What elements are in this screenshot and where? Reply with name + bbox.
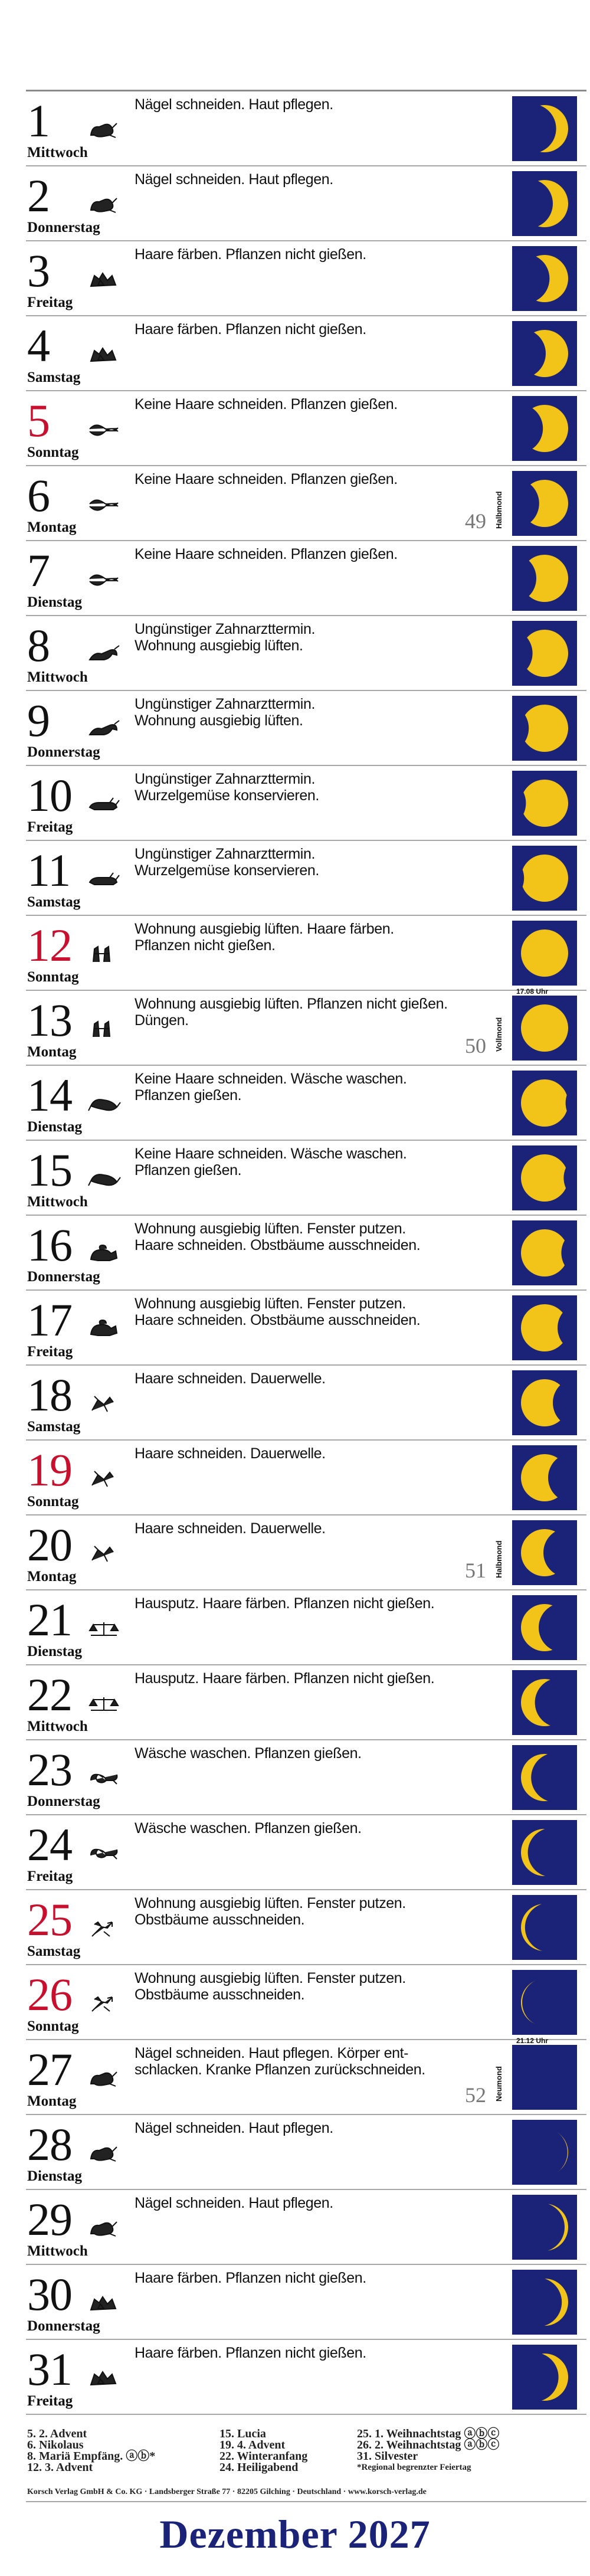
day-advice-text: Nägel schneiden. Haut pflegen. [135,2120,333,2136]
weekday-label: Dienstag [27,594,83,610]
day-advice-text: Haare färben. Pflanzen nicht gießen. [135,321,366,338]
weekday-label: Samstag [27,894,81,910]
publisher-line: Korsch Verlag GmbH & Co. KG · Landsberger Straße 77 · 82205 Gilching · Deutschland · www.korsch-verlag.de [27,2487,427,2496]
moon-phase-icon [512,471,577,536]
weekday-label: Donnerstag [27,1793,100,1809]
day-advice-text: Nägel schneiden. Haut pflegen. [135,96,333,113]
day-number: 21 [27,1594,72,1645]
day-advice-text: Wohnung ausgiebig lüften. Fenster putzen. Haare schneiden. Obstbäume ausschneiden. [135,1220,421,1253]
day-advice-text: Wohnung ausgiebig lüften. Fenster putzen. Obstbäume ausschneiden. [135,1970,406,2003]
day-number: 4 [27,320,50,371]
moon-phase-icon [512,2270,577,2335]
day-row [0,766,590,841]
moon-phase-icon [512,921,577,986]
day-advice-text: Wohnung ausgiebig lüften. Fenster putzen. Haare schneiden. Obstbäume ausschneiden. [135,1295,421,1328]
day-row [0,2265,590,2340]
moon-phase-icon [512,1820,577,1885]
weekday-label: Dienstag [27,1644,83,1659]
day-row [0,1516,590,1590]
day-row [0,166,590,241]
day-row [0,466,590,541]
moon-phase-icon [512,996,577,1060]
holiday-entry: 31. Silvester [357,2450,418,2463]
moon-box [512,471,577,536]
day-number: 9 [27,695,50,746]
day-number: 7 [27,545,50,596]
day-number: 22 [27,1669,72,1720]
weekday-label: Sonntag [27,2018,79,2034]
day-number: 8 [27,620,50,671]
capricorn-icon [86,2066,122,2090]
gemini-icon [86,1017,122,1040]
moon-box [512,2345,577,2410]
holiday-column-2 [219,2428,307,2473]
weekday-label: Donnerstag [27,1269,100,1285]
moon-box [512,1145,577,1210]
moon-phase-name: Halbmond [494,491,503,529]
weekday-label: Montag [27,1044,77,1060]
moon-box [512,1970,577,2035]
weekday-label: Sonntag [27,444,79,460]
weekday-label: Mittwoch [27,1194,88,1210]
moon-phase-icon [512,1895,577,1960]
day-row [0,2190,590,2265]
moon-phase-icon [512,2345,577,2410]
day-number: 28 [27,2119,72,2170]
day-number: 6 [27,470,50,521]
cancer-icon [86,1167,122,1190]
day-advice-text: Haare schneiden. Dauerwelle. [135,1520,326,1537]
sagittarius-icon [86,1916,122,1940]
month-title: Dezember 2027 [159,2512,431,2557]
holiday-entry: 22. Winteranfang [219,2450,308,2463]
holiday-column-1 [27,2428,155,2473]
moon-box [512,246,577,311]
moon-phase-icon [512,246,577,311]
day-advice-text: Nägel schneiden. Haut pflegen. Körper ent- schlacken. Kranke Pflanzen zurückschneiden. [135,2045,425,2078]
aquarius-icon [86,2366,122,2390]
moon-box [512,321,577,386]
moon-phase-icon [512,696,577,761]
moon-box [512,996,577,1060]
day-row [0,316,590,391]
day-number: 11 [27,845,71,896]
moon-box [512,2045,577,2110]
virgo-icon [86,1467,122,1490]
leo-icon [86,1317,122,1340]
holiday-entry: 15. Lucia [219,2427,266,2440]
day-advice-text: Ungünstiger Zahnarzttermin. Wurzelgemüse konservieren. [135,771,319,804]
day-advice-text: Hausputz. Haare färben. Pflanzen nicht gießen. [135,1670,435,1687]
day-row [0,987,590,1066]
moon-phase-time: 17.08 Uhr [516,987,549,996]
day-number: 26 [27,1969,72,2020]
day-advice-text: Ungünstiger Zahnarzttermin. Wohnung ausgiebig lüften. [135,696,316,729]
day-advice-text: Keine Haare schneiden. Wäsche waschen. Pflanzen gießen. [135,1145,407,1179]
day-number: 20 [27,1519,72,1570]
day-number: 12 [27,919,72,971]
day-row [0,1291,590,1366]
weekday-label: Freitag [27,1868,73,1884]
day-row [0,1890,590,1965]
moon-phase-icon [512,771,577,836]
day-row [0,691,590,766]
day-row [0,241,590,316]
holiday-entry: 24. Heiligabend [219,2461,299,2474]
weekday-label: Sonntag [27,1494,79,1510]
moon-phase-icon [512,1970,577,2035]
pisces-icon [86,417,122,441]
day-advice-text: Wäsche waschen. Pflanzen gießen. [135,1820,362,1837]
moon-phase-label [494,484,509,536]
moon-phase-icon [512,1220,577,1285]
day-number: 15 [27,1144,72,1196]
weekday-label: Donnerstag [27,744,100,760]
moon-phase-icon [512,1145,577,1210]
holiday-entry: 5. 2. Advent [27,2427,87,2440]
moon-phase-icon [512,321,577,386]
holiday-entry: 8. Mariä Empfäng. ⓐⓑ* [27,2450,156,2463]
day-row [0,1441,590,1516]
holiday-column-3 [357,2428,499,2473]
virgo-icon [86,1541,122,1565]
virgo-icon [86,1392,122,1415]
moon-phase-icon [512,96,577,161]
weekday-label: Freitag [27,294,73,310]
weekday-label: Freitag [27,1344,73,1360]
day-advice-text: Hausputz. Haare färben. Pflanzen nicht gießen. [135,1595,435,1612]
moon-phase-icon [512,1445,577,1510]
moon-phase-icon [512,1370,577,1435]
moon-phase-icon [512,1295,577,1360]
day-number: 3 [27,245,50,296]
moon-phase-icon [512,396,577,461]
pisces-icon [86,567,122,591]
moon-phase-label [494,2058,509,2110]
holiday-entry: 12. 3. Advent [27,2461,93,2474]
day-advice-text: Nägel schneiden. Haut pflegen. [135,2195,333,2211]
moon-phase-icon [512,2120,577,2185]
day-advice-text: Haare färben. Pflanzen nicht gießen. [135,2345,366,2361]
weekday-label: Montag [27,1569,77,1585]
day-row [0,841,590,916]
day-advice-text: Haare färben. Pflanzen nicht gießen. [135,246,366,263]
day-number: 31 [27,2343,72,2395]
scorpio-icon [86,1766,122,1790]
day-number: 5 [27,395,50,446]
day-number: 19 [27,1444,72,1495]
day-row [0,91,590,166]
day-row [0,1590,590,1665]
moon-phase-icon [512,1520,577,1585]
sagittarius-icon [86,1991,122,2015]
day-number: 13 [27,994,72,1046]
weekday-label: Donnerstag [27,2318,100,2334]
weekday-label: Mittwoch [27,669,88,685]
moon-phase-icon [512,2195,577,2260]
moon-phase-icon [512,1071,577,1135]
day-advice-text: Keine Haare schneiden. Pflanzen gießen. [135,546,398,562]
day-number: 25 [27,1894,72,1945]
taurus-icon [86,792,122,816]
day-number: 18 [27,1369,72,1420]
day-row [0,2340,590,2415]
day-advice-text: Haare schneiden. Dauerwelle. [135,1445,326,1462]
day-row [0,1815,590,1890]
moon-box [512,1670,577,1735]
day-number: 23 [27,1744,72,1795]
moon-box [512,546,577,611]
capricorn-icon [86,117,122,141]
moon-box [512,2120,577,2185]
day-advice-text: Keine Haare schneiden. Pflanzen gießen. [135,396,398,413]
day-row [0,916,590,991]
libra-icon [86,1616,122,1640]
moon-phase-icon [512,171,577,236]
capricorn-icon [86,2216,122,2240]
day-row [0,2037,590,2115]
day-advice-text: Ungünstiger Zahnarzttermin. Wurzelgemüse konservieren. [135,846,319,879]
day-number: 30 [27,2269,72,2320]
day-number: 27 [27,2044,72,2095]
footer-divider [26,2501,586,2502]
day-advice-text: Wohnung ausgiebig lüften. Haare färben. Pflanzen nicht gießen. [135,921,394,954]
aries-icon [86,717,122,741]
moon-phase-time: 21.12 Uhr [516,2037,549,2045]
weekday-label: Freitag [27,819,73,835]
moon-box [512,621,577,686]
weekday-label: Dienstag [27,1119,83,1135]
day-row [0,391,590,466]
aries-icon [86,642,122,666]
day-number: 29 [27,2194,72,2245]
moon-box [512,1745,577,1810]
moon-box [512,1895,577,1960]
day-number: 16 [27,1219,72,1271]
moon-box [512,1520,577,1585]
weekday-label: Mittwoch [27,2243,88,2259]
day-advice-text: Ungünstiger Zahnarzttermin. Wohnung ausgiebig lüften. [135,621,316,654]
day-advice-text: Wäsche waschen. Pflanzen gießen. [135,1745,362,1762]
moon-box [512,2195,577,2260]
aquarius-icon [86,2291,122,2315]
moon-box [512,1071,577,1135]
day-advice-text: Wohnung ausgiebig lüften. Fenster putzen. Obstbäume ausschneiden. [135,1895,406,1928]
day-number: 1 [27,95,50,146]
moon-box [512,1295,577,1360]
moon-phase-label [494,1533,509,1585]
day-row [0,616,590,691]
capricorn-icon [86,192,122,216]
moon-box [512,696,577,761]
day-number: 2 [27,170,50,221]
moon-phase-icon [512,1595,577,1660]
moon-phase-icon [512,846,577,911]
day-row [0,1965,590,2040]
weekday-label: Sonntag [27,969,79,985]
day-number: 14 [27,1069,72,1121]
moon-phase-name: Neumond [494,2066,503,2102]
weekday-label: Montag [27,519,77,535]
holiday-entry: 19. 4. Advent [219,2438,286,2451]
weekday-label: Donnerstag [27,220,100,235]
week-number: 52 [465,2083,486,2107]
capricorn-icon [86,2141,122,2165]
taurus-icon [86,867,122,891]
moon-phase-icon [512,621,577,686]
moon-box [512,846,577,911]
day-row [0,541,590,616]
day-row [0,1141,590,1216]
day-row [0,1366,590,1441]
day-row [0,2115,590,2190]
pisces-icon [86,492,122,516]
weekday-label: Montag [27,2093,77,2109]
moon-phase-icon [512,546,577,611]
weekday-label: Freitag [27,2393,73,2409]
libra-icon [86,1691,122,1715]
moon-phase-icon [512,1745,577,1810]
day-row [0,1216,590,1291]
moon-phase-label [494,1009,509,1060]
holiday-footnote: *Regional begrenzter Feiertag [357,2463,471,2472]
weekday-label: Samstag [27,369,81,385]
day-row [0,1665,590,1740]
weekday-label: Mittwoch [27,1719,88,1734]
day-number: 17 [27,1294,72,1346]
moon-box [512,1370,577,1435]
gemini-icon [86,942,122,965]
day-advice-text: Nägel schneiden. Haut pflegen. [135,171,333,188]
scorpio-icon [86,1841,122,1865]
holiday-entry: 25. 1. Weihnachtstag ⓐⓑⓒ [357,2427,500,2440]
week-number: 49 [465,509,486,533]
day-advice-text: Wohnung ausgiebig lüften. Pflanzen nicht gießen. Düngen. [135,996,448,1029]
day-advice-text: Keine Haare schneiden. Pflanzen gießen. [135,471,398,487]
moon-box [512,1220,577,1285]
week-number: 51 [465,1559,486,1582]
aquarius-icon [86,267,122,291]
weekday-label: Samstag [27,1419,81,1435]
weekday-label: Mittwoch [27,145,88,161]
cancer-icon [86,1092,122,1115]
moon-phase-icon [512,2045,577,2110]
moon-box [512,1820,577,1885]
weekday-label: Dienstag [27,2168,83,2184]
day-advice-text: Keine Haare schneiden. Wäsche waschen. Pflanzen gießen. [135,1071,407,1104]
week-number: 50 [465,1034,486,1058]
holiday-entry: 26. 2. Weihnachtstag ⓐⓑⓒ [357,2438,500,2451]
moon-box [512,171,577,236]
day-advice-text: Haare färben. Pflanzen nicht gießen. [135,2270,366,2286]
row-divider [26,2414,586,2415]
day-row [0,1740,590,1815]
aquarius-icon [86,342,122,366]
moon-box [512,921,577,986]
moon-phase-name: Halbmond [494,1540,503,1578]
weekday-label: Samstag [27,1943,81,1959]
moon-phase-icon [512,1670,577,1735]
moon-box [512,1445,577,1510]
moon-box [512,1595,577,1660]
moon-box [512,2270,577,2335]
leo-icon [86,1242,122,1265]
day-advice-text: Haare schneiden. Dauerwelle. [135,1370,326,1387]
day-number: 24 [27,1819,72,1870]
moon-phase-name: Vollmond [494,1017,503,1052]
holiday-entry: 6. Nikolaus [27,2438,84,2451]
day-row [0,1066,590,1141]
day-number: 10 [27,770,72,821]
moon-box [512,396,577,461]
moon-box [512,96,577,161]
moon-box [512,771,577,836]
